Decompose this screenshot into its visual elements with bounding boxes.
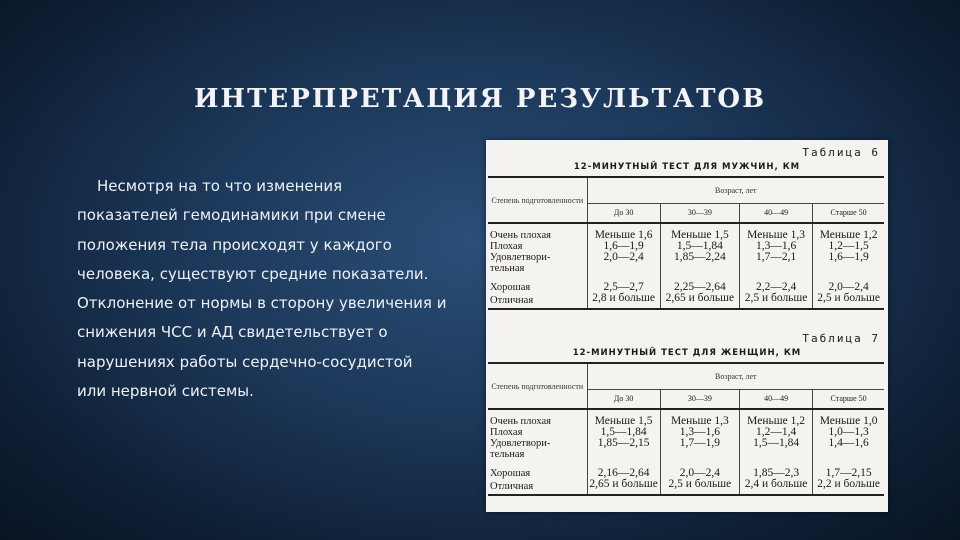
distance-value-cell: 1,2—1,4 xyxy=(739,427,812,438)
table-row xyxy=(488,449,884,460)
distance-value-cell: Меньше 1,5 xyxy=(587,409,660,427)
table-row xyxy=(488,438,884,449)
table-row xyxy=(488,252,884,263)
distance-value-cell: 2,2 и больше xyxy=(813,479,884,495)
distance-value-cell: 2,8 и больше xyxy=(587,293,660,309)
body-line: Отклонение от нормы в сторону увеличения и xyxy=(77,294,447,313)
age-group-header: Старше 50 xyxy=(813,389,884,409)
distance-value-cell: Меньше 1,2 xyxy=(739,409,812,427)
distance-value-cell xyxy=(739,449,812,460)
table-women-block xyxy=(486,326,888,512)
distance-value-cell xyxy=(813,449,884,460)
distance-value-cell: 1,7—2,1 xyxy=(739,252,812,263)
scanned-tables-image xyxy=(486,140,888,512)
distance-value-cell: 2,25—2,64 xyxy=(660,274,739,293)
table-number-label: Таблица 7 xyxy=(802,332,880,345)
distance-value-cell xyxy=(587,449,660,460)
fitness-level-label: Плохая xyxy=(490,427,523,438)
slide-body-text xyxy=(77,172,457,406)
distance-value-cell: 1,5—1,84 xyxy=(587,427,660,438)
distance-value-cell xyxy=(660,263,739,274)
table-caption: 12-МИНУТНЫЙ ТЕСТ ДЛЯ МУЖЧИН, КМ xyxy=(573,162,801,172)
fitness-level-label: тельная xyxy=(490,263,525,274)
distance-value-cell: Меньше 1,3 xyxy=(739,223,812,241)
distance-value-cell: 1,3—1,6 xyxy=(739,241,812,252)
age-column-header: Возраст, лет xyxy=(587,363,884,389)
body-line: человека, существуют средние показатели. xyxy=(77,264,429,283)
table-row xyxy=(488,409,884,427)
distance-value-cell: 1,5—1,84 xyxy=(739,438,812,449)
distance-value-cell: 2,16—2,64 xyxy=(587,460,660,479)
fitness-level-label: Удовлетвори- xyxy=(490,252,551,263)
distance-value-cell xyxy=(660,449,739,460)
age-group-header: 40—49 xyxy=(739,203,812,223)
fitness-level-label: Отличная xyxy=(488,479,587,495)
distance-value-cell: Меньше 1,6 xyxy=(587,223,660,241)
table-caption: 12-МИНУТНЫЙ ТЕСТ ДЛЯ ЖЕНЩИН, КМ xyxy=(572,348,802,358)
distance-value-cell: 2,5 и больше xyxy=(813,293,884,309)
fitness-level-label: Очень плохая xyxy=(488,409,587,427)
age-column-header: Возраст, лет xyxy=(587,177,884,203)
body-line: снижения ЧСС и АД свидетельствует о xyxy=(77,323,388,342)
distance-value-cell: 1,3—1,6 xyxy=(660,427,739,438)
body-line: показателей гемодинамики при смене xyxy=(77,206,386,225)
body-line: положения тела происходят у каждого xyxy=(77,235,392,254)
distance-value-cell: 2,2—2,4 xyxy=(739,274,812,293)
table-number-label: Таблица 6 xyxy=(802,146,880,159)
distance-value-cell: 2,65 и больше xyxy=(660,293,739,309)
distance-value-cell: 2,0—2,4 xyxy=(813,274,884,293)
level-column-header: Степень подготовленности xyxy=(488,177,587,223)
fitness-level-label: Хорошая xyxy=(490,468,531,479)
table-row xyxy=(488,479,884,495)
distance-value-cell: 1,6—1,9 xyxy=(587,241,660,252)
distance-value-cell: 1,6—1,9 xyxy=(813,252,884,263)
fitness-level-label: Очень плохая xyxy=(488,223,587,241)
table-men-block xyxy=(486,140,888,326)
age-group-header: 30—39 xyxy=(660,389,739,409)
distance-value-cell: 1,5—1,84 xyxy=(660,241,739,252)
body-line: Несмотря на то что изменения xyxy=(97,177,343,195)
distance-value-cell: 2,65 и больше xyxy=(587,479,660,495)
distance-value-cell: 2,0—2,4 xyxy=(587,252,660,263)
age-group-header: 40—49 xyxy=(739,389,812,409)
distance-value-cell: Меньше 1,0 xyxy=(813,409,884,427)
fitness-level-label: Отличная xyxy=(488,293,587,309)
table-row xyxy=(488,274,884,293)
distance-value-cell xyxy=(739,263,812,274)
age-group-header: До 30 xyxy=(587,389,660,409)
results-table xyxy=(488,176,884,310)
distance-value-cell: 1,7—2,15 xyxy=(813,460,884,479)
table-row xyxy=(488,460,884,479)
distance-value-cell: 1,7—1,9 xyxy=(660,438,739,449)
distance-value-cell: 2,4 и больше xyxy=(739,479,812,495)
distance-value-cell: Меньше 1,2 xyxy=(813,223,884,241)
distance-value-cell: 2,5 и больше xyxy=(660,479,739,495)
body-line: или нервной системы. xyxy=(77,382,254,401)
slide-title: ИНТЕРПРЕТАЦИЯ РЕЗУЛЬТАТОВ xyxy=(193,84,767,114)
table-row xyxy=(488,223,884,241)
body-line: нарушениях работы сердечно-сосудистой xyxy=(77,352,413,371)
age-group-header: Старше 50 xyxy=(813,203,884,223)
distance-value-cell xyxy=(813,263,884,274)
distance-value-cell: 2,0—2,4 xyxy=(660,460,739,479)
distance-value-cell: 1,85—2,24 xyxy=(660,252,739,263)
results-table xyxy=(488,362,884,496)
distance-value-cell: Меньше 1,5 xyxy=(660,223,739,241)
distance-value-cell: 2,5 и больше xyxy=(739,293,812,309)
distance-value-cell: 1,4—1,6 xyxy=(813,438,884,449)
table-row xyxy=(488,263,884,274)
distance-value-cell: 1,85—2,15 xyxy=(587,438,660,449)
fitness-level-label: тельная xyxy=(490,449,525,460)
fitness-level-label: Хорошая xyxy=(490,282,531,293)
age-group-header: 30—39 xyxy=(660,203,739,223)
level-column-header: Степень подготовленности xyxy=(488,363,587,409)
distance-value-cell: Меньше 1,3 xyxy=(660,409,739,427)
distance-value-cell: 1,0—1,3 xyxy=(813,427,884,438)
table-row xyxy=(488,293,884,309)
age-group-header: До 30 xyxy=(587,203,660,223)
distance-value-cell: 2,5—2,7 xyxy=(587,274,660,293)
distance-value-cell: 1,85—2,3 xyxy=(739,460,812,479)
fitness-level-label: Плохая xyxy=(490,241,523,252)
fitness-level-label: Удовлетвори- xyxy=(490,438,551,449)
distance-value-cell: 1,2—1,5 xyxy=(813,241,884,252)
distance-value-cell xyxy=(587,263,660,274)
